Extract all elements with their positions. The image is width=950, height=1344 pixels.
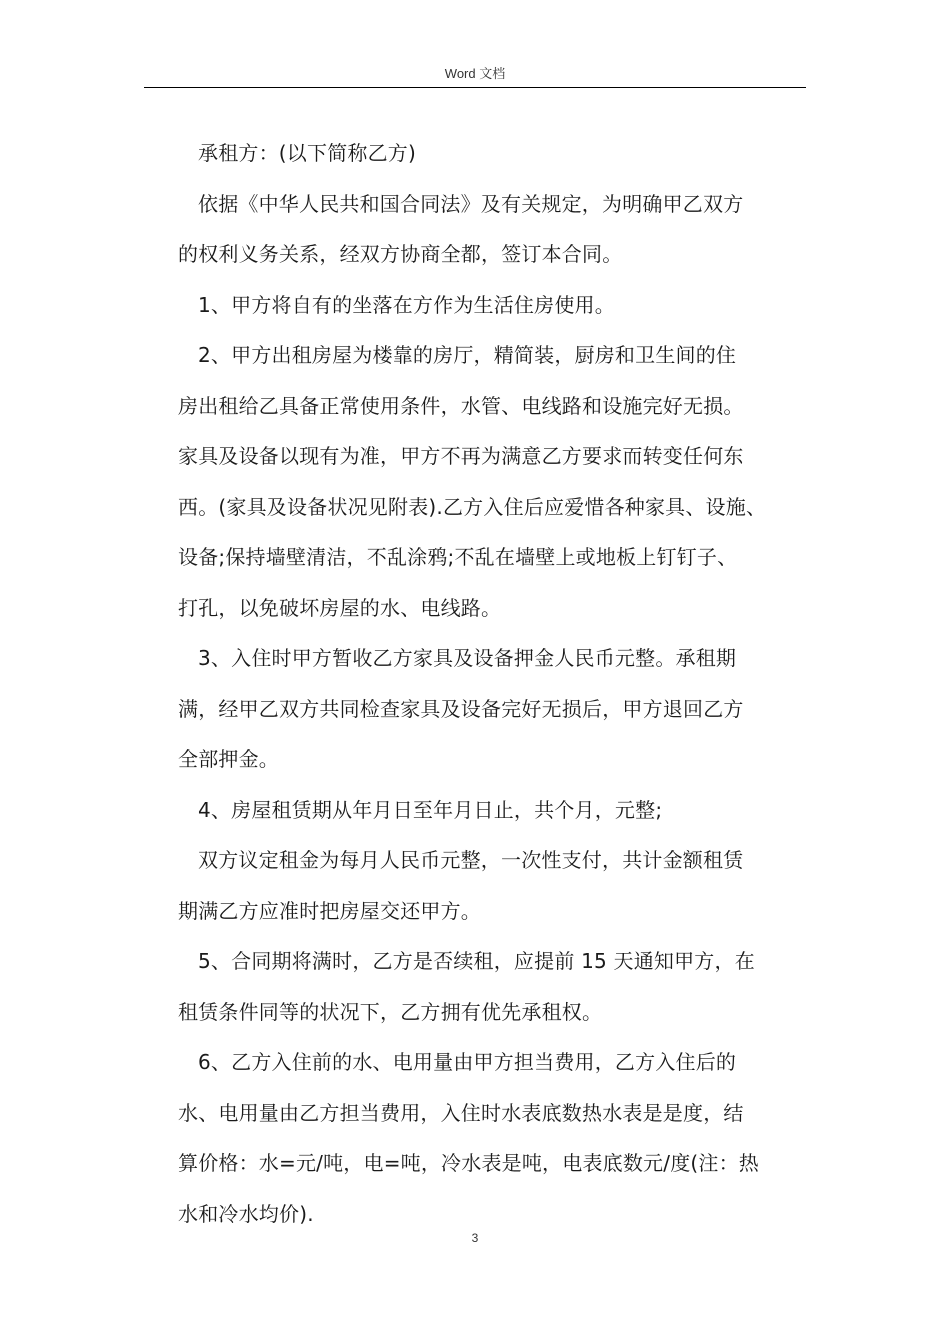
document-body <box>178 128 808 1239</box>
paragraph-clause-4 <box>178 785 808 836</box>
text-line: 家具及设备以现有为准，甲方不再为满意乙方要求而转变任何东 <box>178 444 744 468</box>
header-title: Word 文档 <box>444 66 506 81</box>
text-line: 双方议定租金为每月人民币元整，一次性支付，共计金额租赁 <box>198 848 744 872</box>
text-line: 全部押金。 <box>178 747 279 771</box>
paragraph-preamble <box>178 179 808 280</box>
text-line: 水、电用量由乙方担当费用，入住时水表底数热水表是是度，结 <box>178 1100 744 1125</box>
paragraph-lessee <box>178 128 808 179</box>
paragraph-clause-1 <box>178 280 808 331</box>
paragraph-clause-3 <box>178 633 808 785</box>
text-line: 的权利义务关系，经双方协商全都，签订本合同。 <box>178 242 623 266</box>
text-line: 1、甲方将自有的坐落在方作为生活住房使用。 <box>198 292 615 317</box>
page-number <box>0 1231 950 1245</box>
page-number-text: 3 <box>471 1231 479 1245</box>
text-line: 3、入住时甲方暂收乙方家具及设备押金人民币元整。承租期 <box>198 646 737 670</box>
page-header <box>0 66 950 82</box>
text-line: 期满乙方应准时把房屋交还甲方。 <box>178 898 481 923</box>
text-line: 房出租给乙具备正常使用条件，水管、电线路和设施完好无损。 <box>178 393 744 418</box>
text-line: 5、合同期将满时，乙方是否续租，应提前 15 天通知甲方，在 <box>198 949 755 973</box>
text-line: 2、甲方出租房屋为楼靠的房厅，精简装，厨房和卫生间的住 <box>198 343 737 367</box>
paragraph-clause-5 <box>178 936 808 1037</box>
text-line: 承租方：(以下简称乙方) <box>198 141 417 165</box>
header-divider <box>144 87 806 88</box>
paragraph-rent <box>178 835 808 936</box>
text-line: 6、乙方入住前的水、电用量由甲方担当费用，乙方入住后的 <box>198 1050 737 1074</box>
text-line: 西。(家具及设备状况见附表).乙方入住后应爱惜各种家具、设施、 <box>178 494 767 519</box>
text-line: 水和冷水均价). <box>178 1201 314 1226</box>
text-line: 算价格：水=元/吨，电=吨，冷水表是吨，电表底数元/度(注：热 <box>178 1151 759 1175</box>
text-line: 4、房屋租赁期从年月日至年月日止，共个月，元整; <box>198 797 663 822</box>
text-line: 依据《中华人民共和国合同法》及有关规定，为明确甲乙双方 <box>198 191 744 216</box>
text-line: 设备;保持墙壁清洁，不乱涂鸦;不乱在墙壁上或地板上钉钉子、 <box>178 545 738 569</box>
paragraph-clause-6 <box>178 1037 808 1239</box>
text-line: 满，经甲乙双方共同检查家具及设备完好无损后，甲方退回乙方 <box>178 696 744 721</box>
text-line: 租赁条件同等的状况下，乙方拥有优先承租权。 <box>178 999 603 1024</box>
paragraph-clause-2 <box>178 330 808 633</box>
text-line: 打孔，以免破坏房屋的水、电线路。 <box>178 595 502 620</box>
